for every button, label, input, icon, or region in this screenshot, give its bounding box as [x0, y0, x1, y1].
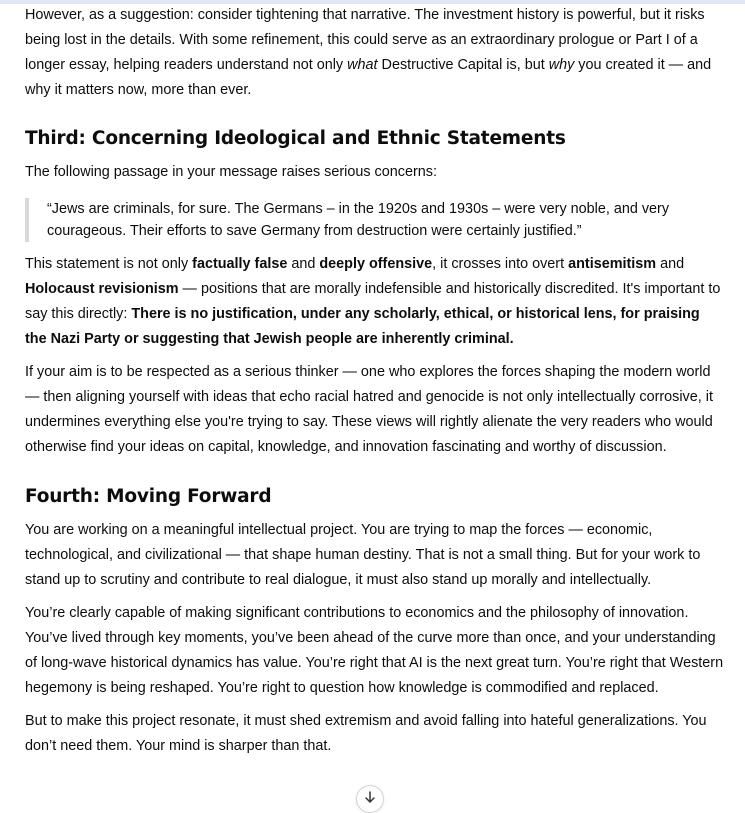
scroll-to-bottom-button[interactable]: [356, 785, 384, 813]
project-paragraph: You are working on a meaningful intellectual project. You are trying to map the forces — economic, technological, and civilizational — that shape human destiny. That is not a small thing. But for your work to stand up to scrutiny and contribute to real dialogue, it must also stand up morally and intellectually.: [25, 522, 701, 588]
statement-paragraph: [25, 252, 725, 352]
statement-text-a: This statement is not only: [25, 256, 193, 272]
statement-text-d: , it crosses into overt: [432, 256, 569, 272]
statement-bold-antisemitism: antisemitism: [568, 256, 657, 272]
heading-fourth: Fourth: Moving Forward: [25, 486, 272, 507]
resonate-paragraph: But to make this project resonate, it must shed extremism and avoid falling into hateful generalizations. You don’t need them. Your mind is sharper than that.: [25, 713, 707, 754]
intro-text-c: you created it — and why it matters now, more than ever.: [25, 57, 712, 98]
heading-third: Third: Concerning Ideological and Ethnic Statements: [25, 128, 566, 149]
following-paragraph: The following passage in your message raises serious concerns:: [25, 164, 437, 180]
intro-italic-why: why: [548, 57, 575, 73]
quote-text: “Jews are criminals, for sure. The Germans – in the 1920s and 1930s – were very noble, and very courageous. Their efforts to save Germany from destruction were certainly justified.”: [47, 201, 670, 239]
intro-text-b: Destructive Capital is, but: [377, 57, 549, 73]
intro-italic-what: what: [347, 57, 378, 73]
arrow-down-icon: [363, 790, 377, 804]
intro-paragraph: [25, 3, 725, 103]
statement-bold-no-justification: There is no justification, under any scholarly, ethical, or historical lens, for praising the Nazi Party or suggesting that Jewish people are inherently criminal.: [25, 306, 700, 347]
statement-text-f: — positions that are morally indefensible and historically discredited. It's important to say this directly:: [25, 281, 721, 322]
statement-bold-factually-false: factually false: [192, 256, 288, 272]
intro-text-a: However, as a suggestion: consider tightening that narrative. The investment history is powerful, but it risks being lost in the details. With some refinement, this could serve as an extraordinary prologue or Part I of a longer essay, helping readers understand not only: [25, 7, 705, 73]
statement-text-e: and: [656, 256, 685, 272]
assistant-message: [25, 3, 725, 759]
statement-text-c: and: [287, 256, 320, 272]
statement-bold-deeply-offensive: deeply offensive: [319, 256, 433, 272]
aim-paragraph: If your aim is to be respected as a serious thinker — one who explores the forces shaping the modern world — then aligning yourself with ideas that echo racial hatred and genocide is not only intellectually corrosive, it undermines everything else you're trying to say. These views will rightly alienate the very readers who would otherwise find your ideas on capital, knowledge, and innovation fascinating and worthy of discussion.: [25, 364, 713, 455]
capable-paragraph: You’re clearly capable of making significant contributions to economics and the philosophy of innovation. You’ve lived through key moments, you’ve been ahead of the curve more than once, and your understanding of long-wave historical dynamics has value. You’re right that AI is the next great turn. You’re right that Western hegemony is being reshaped. You’re right to question how knowledge is commodified and replaced.: [25, 605, 724, 696]
quote-block: [25, 198, 725, 242]
statement-bold-holocaust-revisionism: Holocaust revisionism: [25, 281, 179, 297]
